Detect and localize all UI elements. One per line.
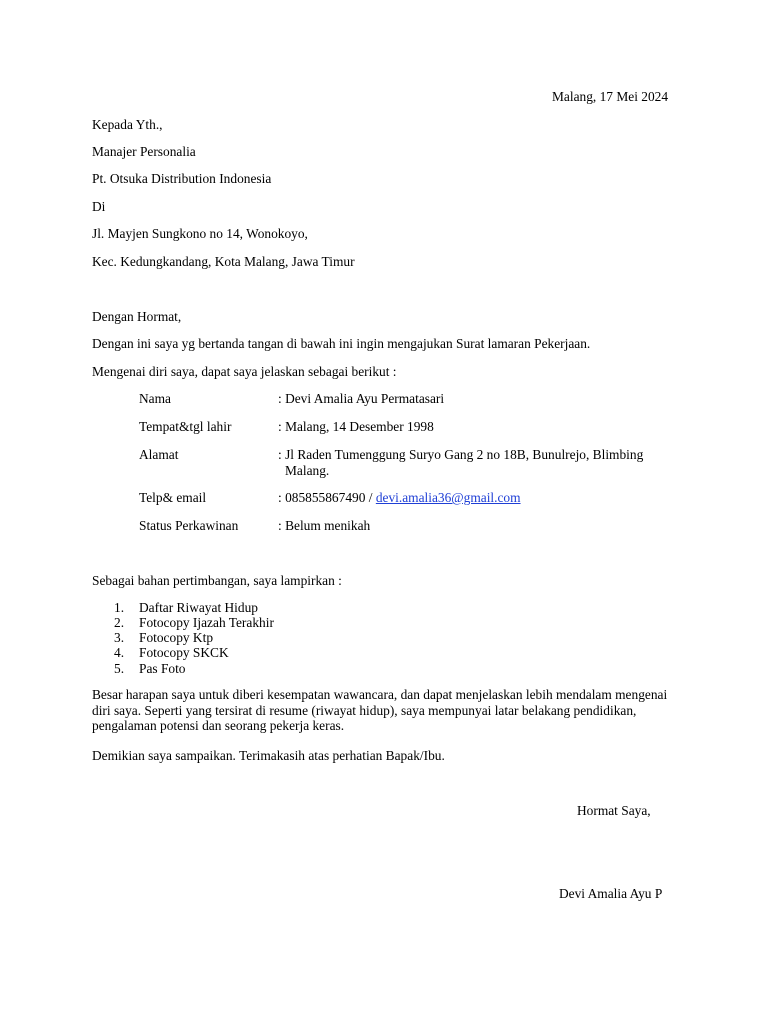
details-intro: Mengenai diri saya, dapat saya jelaskan sebagai berikut : — [92, 364, 397, 379]
list-item-number: 1. — [114, 600, 125, 615]
address-label: Alamat — [139, 447, 179, 462]
name-value: : Devi Amalia Ayu Permatasari — [278, 391, 445, 406]
attachments-intro: Sebagai bahan pertimbangan, saya lampirkan : — [92, 573, 342, 588]
list-item: Daftar Riwayat Hidup — [139, 600, 258, 615]
list-item: Fotocopy Ijazah Terakhir — [139, 615, 274, 630]
contact-value — [278, 490, 521, 505]
thanks-line: Demikian saya sampaikan. Terimakasih atas perhatian Bapak/Ibu. — [92, 748, 445, 763]
list-item: Pas Foto — [139, 661, 186, 676]
contact-phone: : 085855867490 / — [278, 490, 376, 505]
signature-name: Devi Amalia Ayu P — [559, 886, 663, 901]
name-label: Nama — [139, 391, 171, 406]
recipient-line-4: Di — [92, 199, 106, 214]
date-line: Malang, 17 Mei 2024 — [552, 89, 669, 104]
salutation: Dengan Hormat, — [92, 309, 182, 324]
list-item: Fotocopy SKCK — [139, 645, 229, 660]
address-value-line-2: Malang. — [285, 462, 330, 478]
regards-line: Hormat Saya, — [577, 803, 651, 818]
list-item-number: 2. — [114, 615, 125, 630]
recipient-line-5: Jl. Mayjen Sungkono no 14, Wonokoyo, — [92, 226, 308, 241]
closing-paragraph: Besar harapan saya untuk diberi kesempatan wawancara, dan dapat menjelaskan lebih mendalam mengenai diri saya. Seperti yang tersirat di resume (riwayat hidup), saya mempunyai latar belakang pendidikan, pengalaman potensi dan seorang pekerja keras. — [92, 687, 668, 733]
list-item-number: 5. — [114, 661, 125, 676]
marital-label: Status Perkawinan — [139, 518, 239, 533]
birth-value: : Malang, 14 Desember 1998 — [278, 419, 434, 434]
birth-label: Tempat&tgl lahir — [139, 419, 232, 434]
list-item-number: 3. — [114, 630, 125, 645]
recipient-line-1: Kepada Yth., — [92, 117, 163, 132]
list-item-number: 4. — [114, 645, 125, 660]
email-link[interactable]: devi.amalia36@gmail.com — [375, 490, 521, 505]
recipient-line-3: Pt. Otsuka Distribution Indonesia — [92, 171, 272, 186]
recipient-line-2: Manajer Personalia — [92, 144, 196, 159]
contact-label: Telp& email — [139, 490, 207, 505]
intro-paragraph: Dengan ini saya yg bertanda tangan di bawah ini ingin mengajukan Surat lamaran Pekerjaan. — [92, 336, 591, 351]
address-value-line-1: : Jl Raden Tumenggung Suryo Gang 2 no 18B, Bunulrejo, Blimbing — [278, 447, 644, 462]
address-value — [278, 447, 678, 478]
recipient-line-6: Kec. Kedungkandang, Kota Malang, Jawa Timur — [92, 254, 355, 269]
marital-value: : Belum menikah — [278, 518, 371, 533]
list-item: Fotocopy Ktp — [139, 630, 214, 645]
